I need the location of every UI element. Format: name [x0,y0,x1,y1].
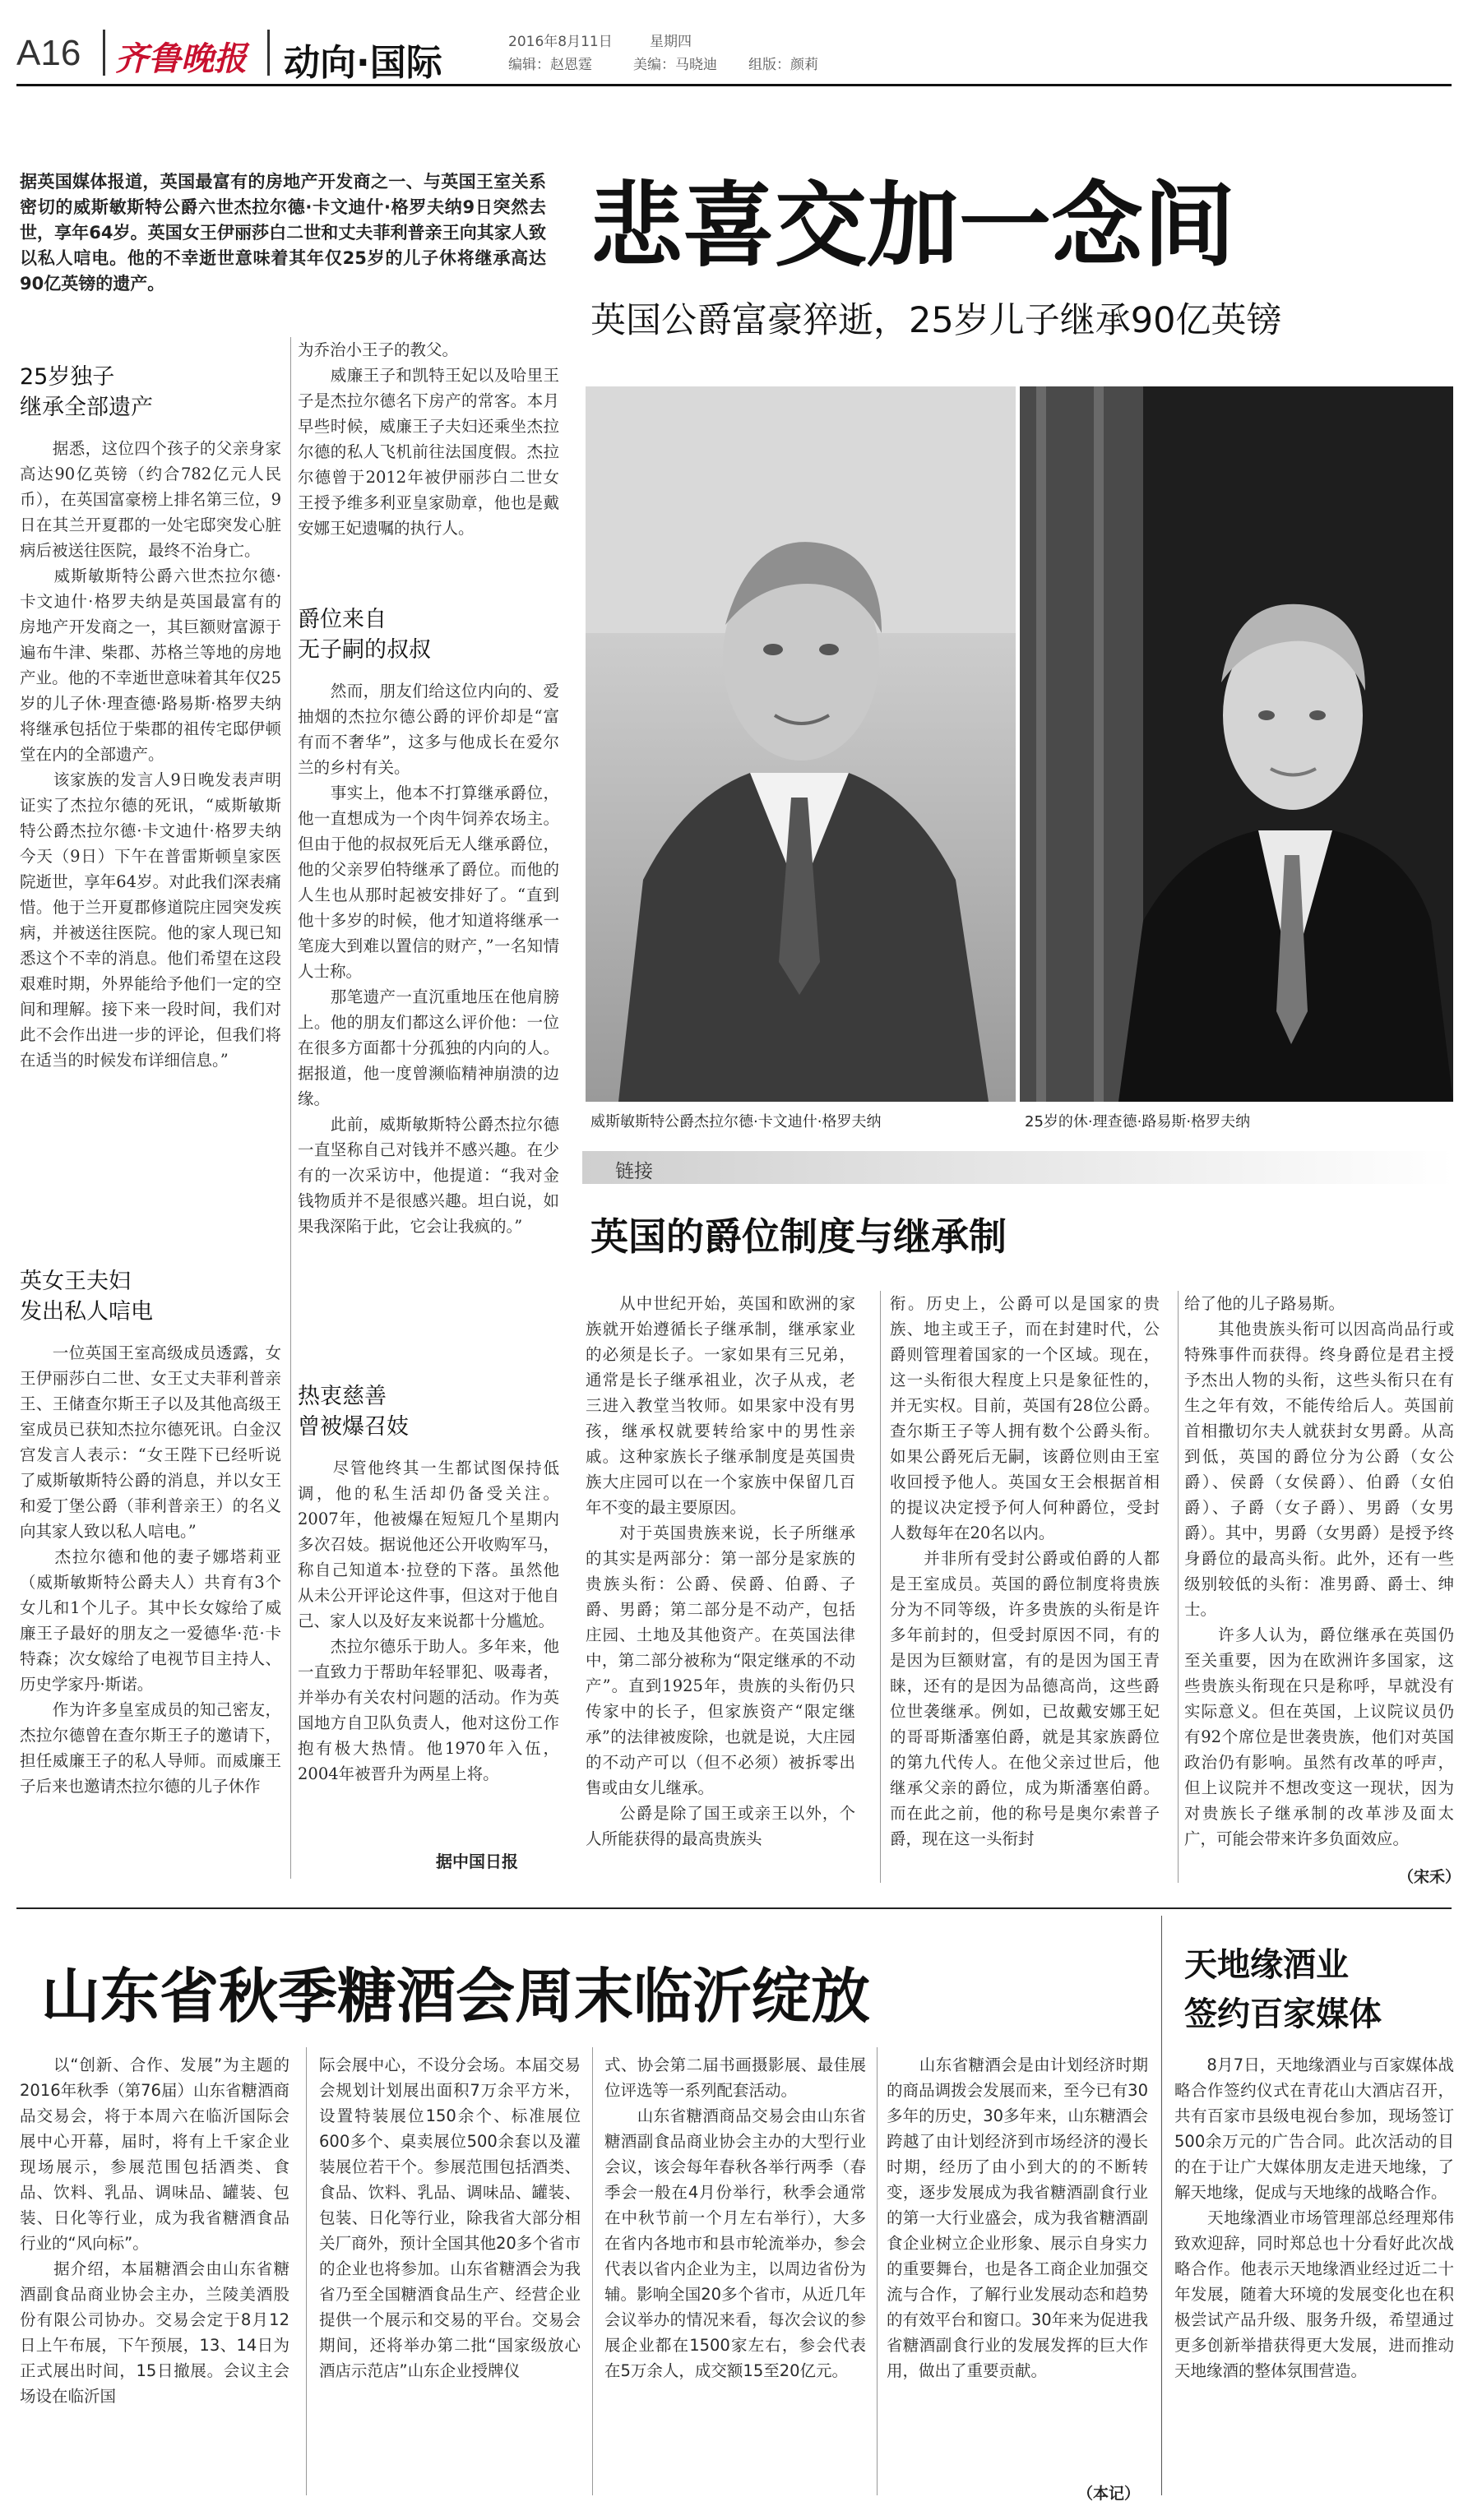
link-column: 给了他的儿子路易斯。 其他贵族头衔可以因高尚品行或特殊事件而获得。终身爵位是君主授予杰出人物的头衔，这些头衔只在有生之年有效，不能传给后人。英国前首相撒切尔夫人就获封女男爵。从高到低，英国的爵位分为公爵（女公爵）、侯爵（女侯爵）、伯爵（女伯爵）、子爵（女子爵）、男爵（女男爵）。其中，男爵（女男爵）是授予终身爵位的最高头衔。此外，还有一些级别较低的头衔：准男爵、爵士、绅士。 许多人认为，爵位继承在英国仍至关重要，因为在欧洲许多国家，这些贵族头衔现在只是称呼，早就没有实际意义。但在英国，上议院议员仍有92个席位是世袭贵族，他们对英国政治仍有影响。虽然有改革的呼声，但上议院并不想改变这一现状，因为对贵族长子继承制的改革涉及面太广，可能会带来许多负面效应。 [1184,1294,1454,1848]
column-divider [1161,1916,1162,2495]
article-column: 然而，朋友们给这位内向的、爱抽烟的杰拉尔德公爵的评价却是“富有而不奢华”，这多与他成长在爱尔兰的乡村有关。 事实上，他本不打算继承爵位，他一直想成为一个肉牛饲养农场主。但由于他的叔叔死后无人继承爵位，他的父亲罗伯特继承了爵位。而他的人生也从那时起被安排好了。“直到他十多岁的时候，他才知道将继承一笔庞大到难以置信的财产，”一名知情人士称。 那笔遗产一直沉重地压在他肩膀上。他的朋友们都这么评价他：一位在很多方面都十分孤独的内向的人。据报道，他一度曾濒临精神崩溃的边缘。 此前，威斯敏斯特公爵杰拉尔德一直坚称自己对钱并不感兴趣。在少有的一次采访中，他提道：“我对金钱物质并不是很感兴趣。坦白说，如果我深陷于此，它会让我疯的。” [298,682,559,1236]
header-divider [267,30,270,76]
article-column: 据悉，这位四个孩子的父亲身家高达90亿英镑（约合782亿元人民币），在英国富豪榜上排名第三位，9日在其兰开夏郡的一处宅邸突发心脏病后被送往医院，最终不治身亡。 威斯敏斯特公爵六世杰拉尔德·卡文迪什·格罗夫纳是英国最富有的房地产开发商之一，其巨额财富源于遍布牛津、柴郡、苏格兰等地的房地产业。他的不幸逝世意味着其年仅25岁的儿子休·理查德·路易斯·格罗夫纳将继承包括位于柴郡的祖传宅邸伊顿堂在内的全部遗产。 该家族的发言人9日晚发表声明证实了杰拉尔德的死讯，“威斯敏斯特公爵杰拉尔德·卡文迪什·格罗夫纳今天（9日）下午在普雷斯顿皇家医院逝世，享年64岁。对此我们深表痛惜。他于兰开夏郡修道院庄园突发疾病，并被送往医院。他的家人现已知悉这个不幸的消息。他们希望在这段艰难时期，外界能给予他们一定的空间和理解。接下来一段时间，我们对此不会作出进一步的评论，但我们将在适当的时候发布详细信息。” [20,439,281,1070]
editor-credit: 编辑：赵恩霆 [508,57,592,73]
link-headline: 英国的爵位制度与继承制 [590,1214,1007,1259]
header-rule [16,84,1452,86]
fair-credit: （本记） [1077,2485,1141,2503]
link-credit: （宋禾） [1398,1868,1461,1886]
section-subhead: 英女王夫妇 发出私人唁电 [20,1269,153,1325]
issue-weekday: 星期四 [650,34,692,50]
fair-column: 山东省糖酒会是由计划经济时期的商品调拨会发展而来，至今已有30多年的历史，30多年来，山东糖酒会跨越了由计划经济到市场经济的漫长时期，经历了由小到大的的不断转变，逐步发展成为我省糖酒副食行业的第一大行业盛会，成为我省糖酒副食企业树立企业形象、展示自身实力的重要舞台，也是各工商企业加强交流与合作，了解行业发展动态和趋势的有效平台和窗口。30年来为促进我省糖酒副食行业的发展发挥的巨大作用，做出了重要贡献。 [887,2055,1148,2380]
newspaper-logo: 齐鲁晚报 [115,39,247,78]
article-lead: 据英国媒体报道，英国最富有的房地产开发商之一、与英国王室关系密切的威斯敏斯特公爵六世杰拉尔德·卡文迪什·格罗夫纳9日突然去世，享年64岁。英国女王伊丽莎白二世和丈夫菲利普亲王向其家人致以私人唁电。他的不幸逝世意味着其年仅25岁的儿子休将继承高达90亿英镑的遗产。 [20,172,546,294]
article-subheadline: 英国公爵富豪猝逝，25岁儿子继承90亿英镑 [590,300,1282,341]
section-subhead: 25岁独子 继承全部遗产 [20,364,153,420]
duke-photo [586,386,1016,1102]
winery-column: 8月7日，天地缘酒业与百家媒体战略合作签约仪式在青花山大酒店召开，共有百家市县级电视台参加，现场签订500余万元的广告合同。此次活动的目的在于让广大媒体朋友走进天地缘，了解天地缘，促成与天地缘的战略合作。 天地缘酒业市场管理部总经理郑伟致欢迎辞，同时郑总也十分看好此次战略合作。他表示天地缘酒业经过近二十年发展，随着大环境的发展变化也在积极尝试产品升级、服务升级，希望通过更多创新举措获得更大发展，进而推动天地缘酒的整体氛围营造。 [1174,2055,1454,2380]
photo-caption-right: 25岁的休·理查德·路易斯·格罗夫纳 [1025,1113,1251,1131]
column-divider [306,2047,307,2495]
article-column: 一位英国王室高级成员透露，女王伊丽莎白二世、女王丈夫菲利普亲王、王储查尔斯王子以及其他高级王室成员已获知杰拉尔德死讯。白金汉宫发言人表示：“女王陛下已经听说了威斯敏斯特公爵的消息，并以女王和爱丁堡公爵（菲利普亲王）的名义向其家人致以私人唁电。” 杰拉尔德和他的妻子娜塔莉亚（威斯敏斯特公爵夫人）共育有3个女儿和1个儿子。其中长女嫁给了威廉王子最好的朋友之一爱德华·范·卡特森；次女嫁给了电视节目主持人、历史学家丹·斯诺。 作为许多皇室成员的知己密友，杰拉尔德曾在查尔斯王子的邀请下，担任威廉王子的私人导师。而威廉王子后来也邀请杰拉尔德的儿子休作 [20,1343,281,1796]
winery-headline: 天地缘酒业 签约百家媒体 [1184,1946,1382,2033]
page-number: A16 [16,33,81,73]
article-column: 为乔治小王子的教父。 威廉王子和凯特王妃以及哈里王子是杰拉尔德名下房产的常客。本月早些时候，威廉王子夫妇还乘坐杰拉尔德的私人飞机前往法国度假。杰拉尔德曾于2012年被伊丽莎白二世女王授予维多利亚皇家勋章，他也是戴安娜王妃遗嘱的执行人。 [298,340,559,538]
section-subhead: 爵位来自 无子嗣的叔叔 [298,607,431,663]
proofreader-credit: 组版：颜莉 [748,57,818,73]
header-divider [103,30,105,76]
son-photo [1020,386,1453,1102]
photo-caption-left: 威斯敏斯特公爵杰拉尔德·卡文迪什·格罗夫纳 [590,1113,882,1131]
article-headline: 悲喜交加一念间 [590,173,1235,280]
link-tag: 链接 [615,1161,653,1182]
section-title: 动向·国际 [284,42,442,84]
column-divider [877,2047,878,2495]
art-editor-credit: 美编：马晓迪 [633,57,717,73]
article-credit: 据中国日报 [436,1852,518,1871]
fair-column: 际会展中心，不设分会场。本届交易会规划计划展出面积7万余平方米，设置特装展位150余个、标准展位600多个、桌卖展位500余套以及灌装展位若干个。参展范围包括酒类、食品、饮料、乳品、调味品、罐装、包装、日化等行业，除我省大部分相关厂商外，预计全国其他20多个省市的企业也将参加。山东省糖酒会为我省乃至全国糖酒食品生产、经营企业提供一个展示和交易的平台。交易会期间，还将举办第二批“国家级放心酒店示范店”山东企业授牌仪 [319,2055,581,2380]
link-column: 衔。历史上，公爵可以是国家的贵族、地主或王子，而在封建时代，公爵则管理着国家的一个区域。现在，这一头衔很大程度上只是象征性的，并无实权。目前，英国有28位公爵。查尔斯王子等人拥有数个公爵头衔。如果公爵死后无嗣，该爵位则由王室收回授予他人。英国女王会根据首相的提议决定授予何人何种爵位，受封人数每年在20名以内。 并非所有受封公爵或伯爵的人都是王室成员。英国的爵位制度将贵族分为不同等级，许多贵族的头衔是许多年前封的，但受封原因不同，有的是因为巨额财富，有的是因为国王青睐，还有的是因为品德高尚，这些爵位世袭继承。例如，已故戴安娜王妃的哥哥斯潘塞伯爵，就是其家族爵位的第九代传人。在他父亲过世后，他继承父亲的爵位，成为斯潘塞伯爵。而在此之前，他的称号是奥尔索普子爵，现在这一头衔封 [890,1294,1160,1848]
link-banner [582,1151,1454,1184]
fair-headline: 山东省秋季糖酒会周末临沂绽放 [41,1962,871,2031]
fair-column: 式、协会第二届书画摄影展、最佳展位评选等一系列配套活动。 山东省糖酒商品交易会由山东省糖酒副食品商业协会主办的大型行业会议，该会每年春秋各举行两季（春季会一般在4月份举行，秋季会通常在中秋节前一个月左右举行），大多在省内各地市和县市轮流举办，参会代表以省内企业为主，以周边省份为辅。影响全国20多个省市，从近几年会议举办的情况来看，每次会议的参展企业都在1500家左右，参会代表在5万余人，成交额15至20亿元。 [604,2055,866,2380]
son-portrait-image [1020,386,1453,1102]
section-rule [16,1907,1452,1909]
duke-portrait-image [586,386,1016,1102]
column-divider [880,1291,881,1883]
fair-column: 以“创新、合作、发展”为主题的2016年秋季（第76届）山东省糖酒商品交易会，将于本周六在临沂国际会展中心开幕，届时，将有上千家企业现场展示，参展范围包括酒类、食品、饮料、乳品、调味品、罐装、包装、日化等行业，成为我省糖酒食品行业的“风向标”。 据介绍，本届糖酒会由山东省糖酒副食品商业协会主办，兰陵美酒股份有限公司协办。交易会定于8月12日上午布展，下午预展，13、14日为正式展出时间，15日撤展。会议主会场设在临沂国 [20,2055,289,2406]
section-subhead: 热衷慈善 曾被爆召妓 [298,1384,409,1440]
article-column: 尽管他终其一生都试图保持低调，他的私生活却仍备受关注。2007年，他被爆在短短几个星期内多次召妓。据说他还公开收购军马，称自己知道本·拉登的下落。虽然他从未公开评论这件事，但这对于他自己、家人以及好友来说都十分尴尬。 杰拉尔德乐于助人。多年来，他一直致力于帮助年轻罪犯、吸毒者，并举办有关农村问题的活动。作为英国地方自卫队负责人，他对这份工作抱有极大热情。他1970年入伍，2004年被晋升为两星上将。 [298,1459,559,1783]
issue-date: 2016年8月11日 [508,34,613,50]
column-divider [1178,1291,1179,1883]
column-divider [290,337,291,1879]
column-divider [592,2047,593,2495]
link-column: 从中世纪开始，英国和欧洲的家族就开始遵循长子继承制，继承家业的必须是长子。一家如果有三兄弟，通常是长子继承祖业，次子从戎，老三进入教堂当牧师。如果家中没有男孩，继承权就要转给家中的男性亲戚。这种家族长子继承制度是英国贵族大庄园可以在一个家族中保留几百年不变的最主要原因。 对于英国贵族来说，长子所继承的其实是两部分：第一部分是家族的贵族头衔：公爵、侯爵、伯爵、子爵、男爵；第二部分是不动产，包括庄园、土地及其他资产。在英国法律中，第二部分被称为“限定继承的不动产”。直到1925年，贵族的头衔仍只传家中的长子，但家族资产“限定继承”的法律被废除，也就是说，大庄园的不动产可以（但不必须）被拆零出售或由女儿继承。 公爵是除了国王或亲王以外，个人所能获得的最高贵族头 [586,1294,855,1848]
